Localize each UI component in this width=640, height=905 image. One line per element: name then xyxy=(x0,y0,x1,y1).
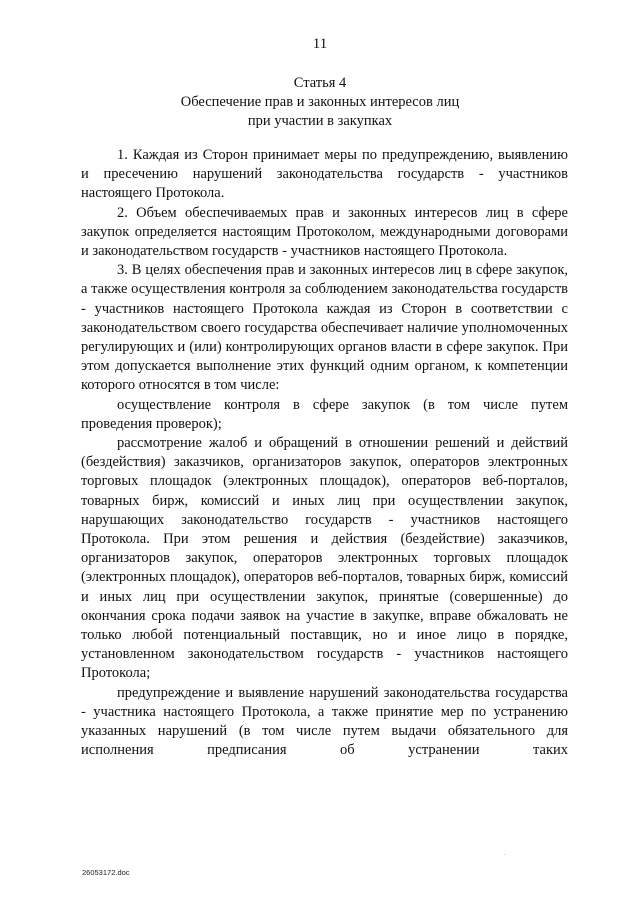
article-heading xyxy=(0,74,640,131)
list-item-complaints: рассмотрение жалоб и обращений в отношении решений и действий (бездействия) заказчиков, организаторов закупок, операторов электронных торговых площадок (электронных площадок), операторов веб-порталов, товарных бирж, комиссий и иных лиц при осуществлении закупок, нарушающих законодательство государств - участников настоящего Протокола. При этом решения и действия (бездействие) заказчиков, организаторов закупок, операторов электронных торговых площадок (электронных площадок), операторов веб-порталов, товарных бирж, комиссий и иных лиц при осуществлении закупок, принятые (совершенные) до окончания срока подачи заявок на участие в закупке, вправе обжаловать не только любой потенциальный поставщик, но и иное лицо в порядке, установленном законодательством государств - участников настоящего Протокола; xyxy=(81,435,568,682)
paragraph-3: 3. В целях обеспечения прав и законных интересов лиц в сфере закупок, а также осуществления контроля за соблюдением законодательства государств - участников настоящего Протокола каждая из Сторон в соответствии с законодательством своего государства обеспечивает наличие уполномоченных регулирующих и (или) контролирующих органов власти в сфере закупок. При этом допускается выполнение этих функций одним органом, к компетенции которого относятся в том числе: xyxy=(81,262,568,394)
list-item-control: осуществление контроля в сфере закупок (в том числе путем проведения проверок); xyxy=(81,396,568,432)
page-number: 11 xyxy=(312,36,328,52)
paragraph-1: 1. Каждая из Сторон принимает меры по предупреждению, выявлению и пресечению нарушений законодательства государств - участников настоящего Протокола. xyxy=(81,147,568,202)
list-item-prevention: предупреждение и выявление нарушений законодательства государства - участника настоящего Протокола, а также принятие мер по устранению указанных нарушений (в том числе путем выдачи обязательного для исполнения предписания об устранении таких xyxy=(81,684,568,759)
footer-mark: . xyxy=(504,851,506,857)
article-title-line-2: при участии в закупках xyxy=(247,113,393,129)
footer-file-name: 26053172.doc xyxy=(82,868,130,877)
article-title-line-1: Обеспечение прав и законных интересов лиц xyxy=(180,94,460,110)
paragraph-2: 2. Объем обеспечиваемых прав и законных интересов лиц в сфере закупок определяется настоящим Протоколом, международными договорами и законодательством государств - участников настоящего Протокола. xyxy=(81,204,568,260)
article-label: Статья 4 xyxy=(293,75,347,91)
article-body xyxy=(81,146,568,761)
